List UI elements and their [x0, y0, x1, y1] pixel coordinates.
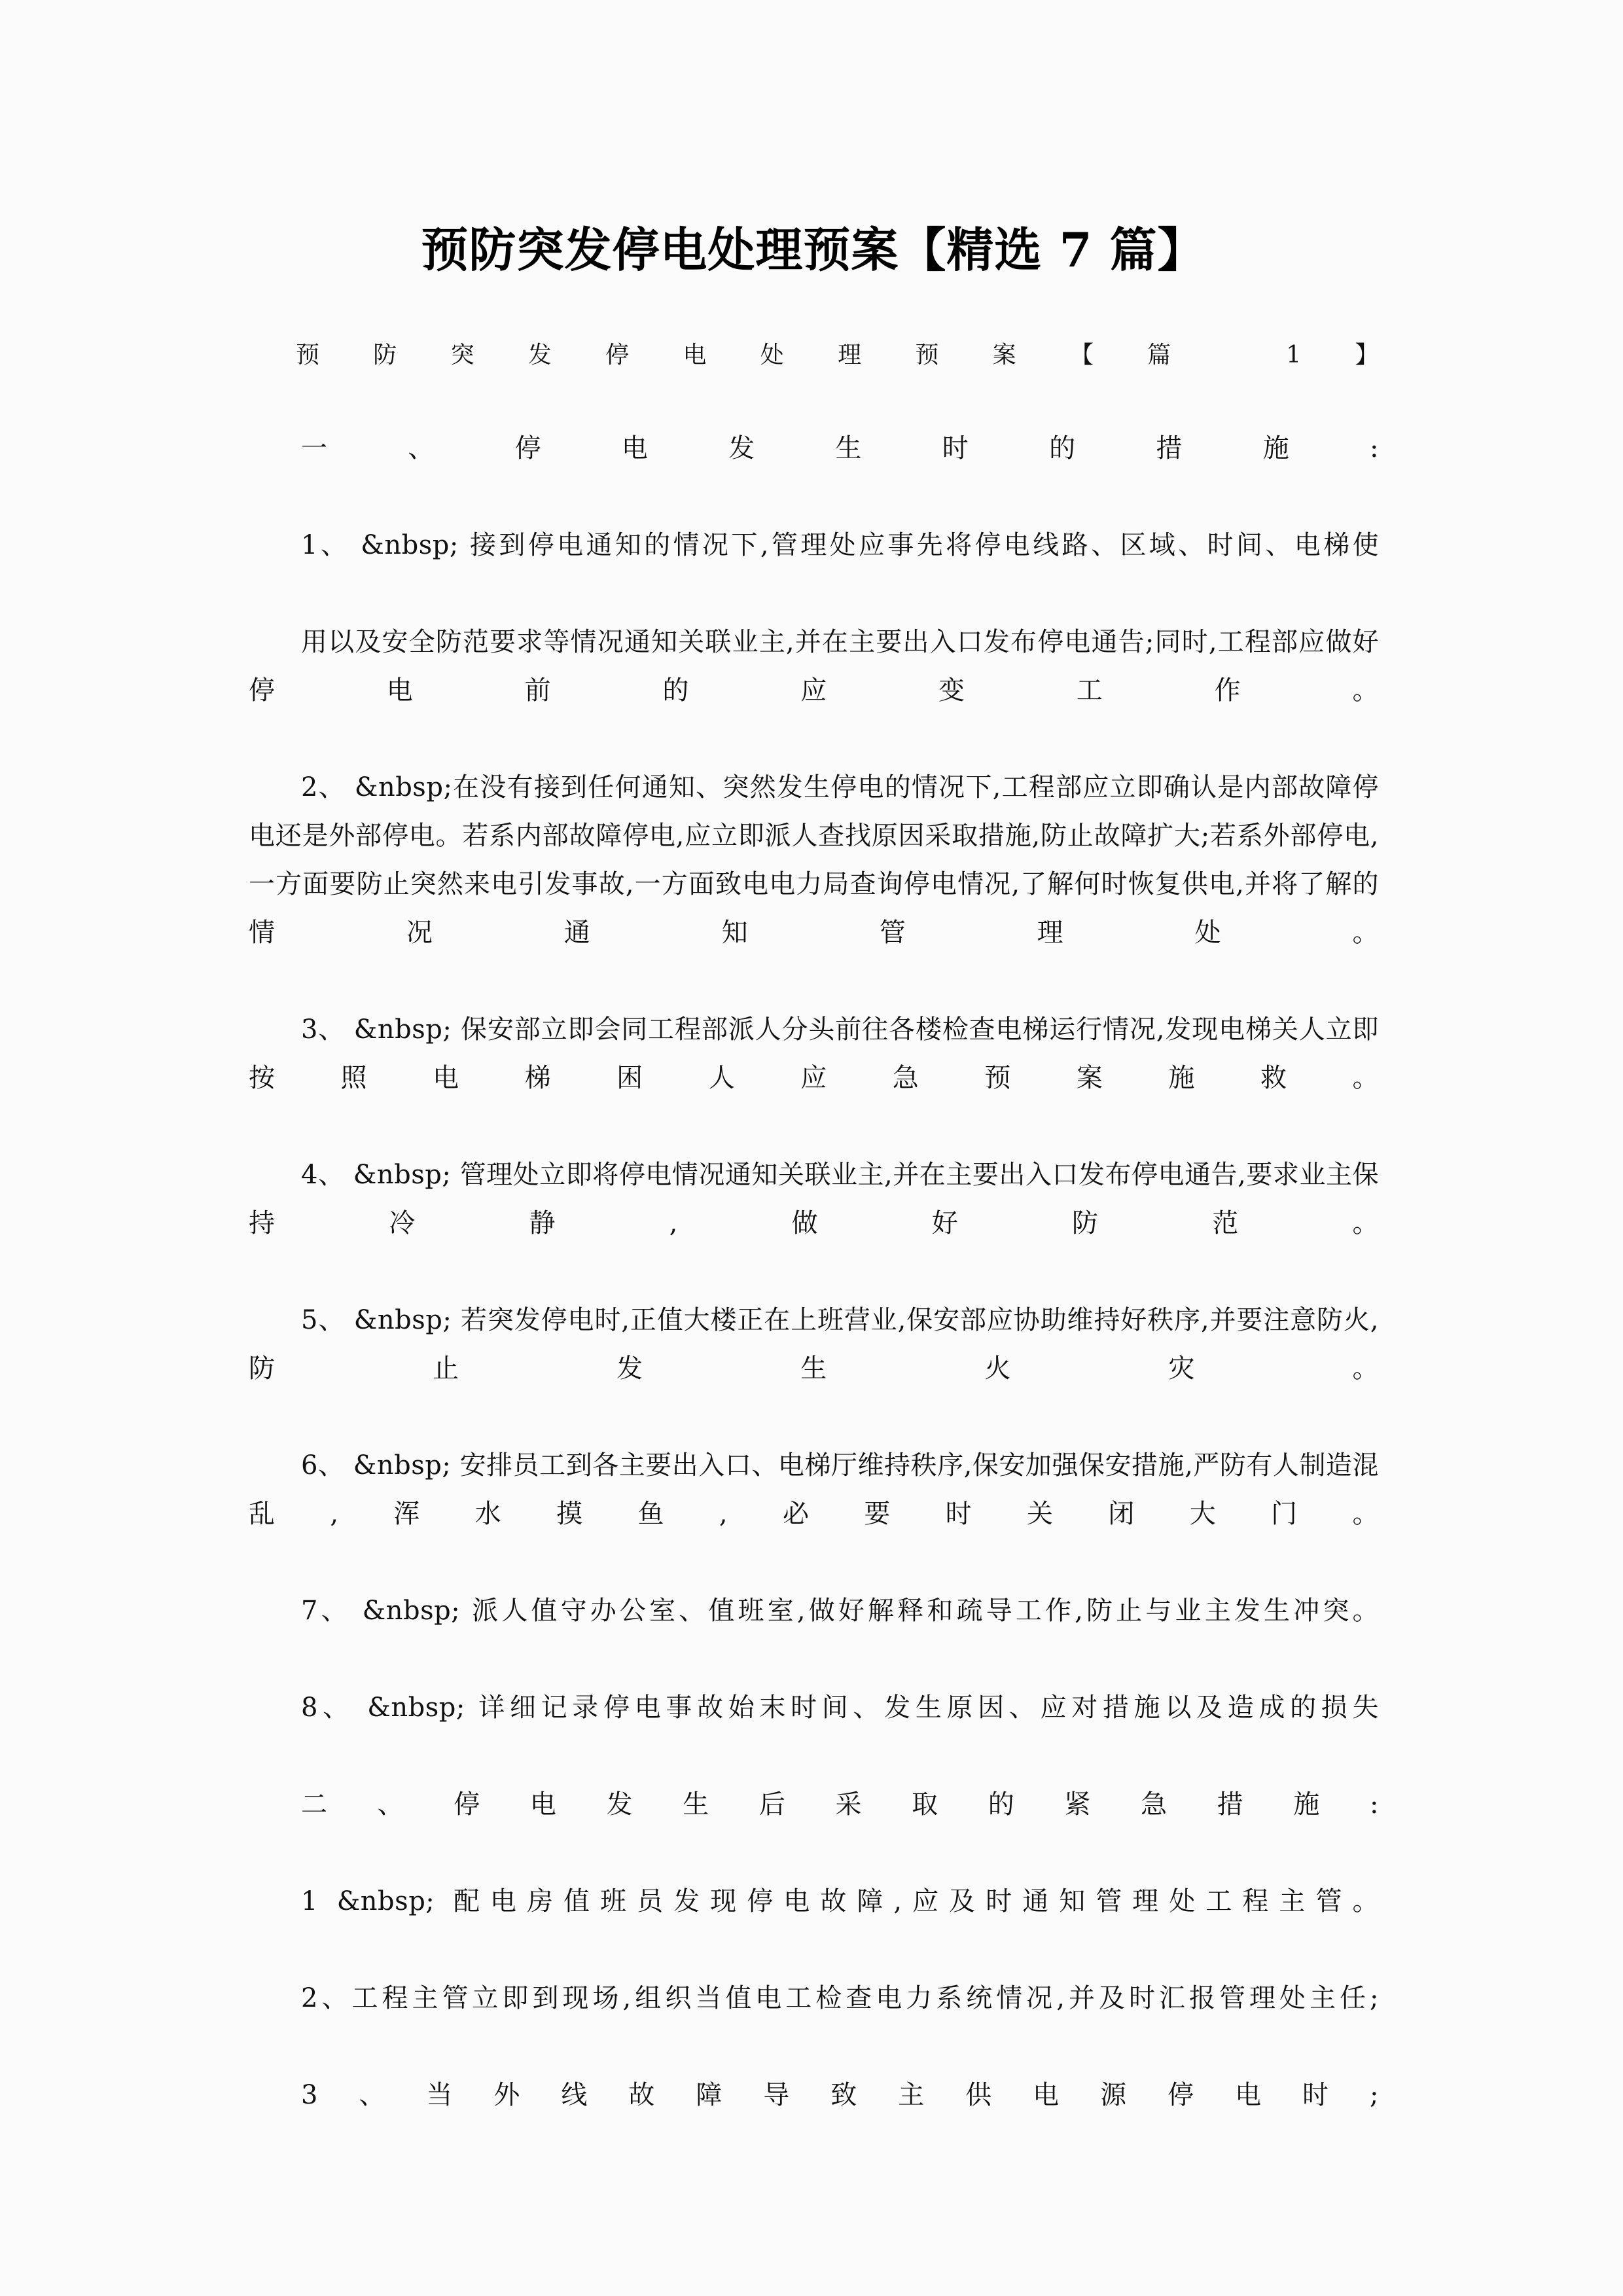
paragraph-item-1: 1、 &nbsp; 接到停电通知的情况下,管理处应事先将停电线路、区域、时间、电梯使 — [301, 530, 1379, 560]
paragraph-post-item-3: 3、当外线故障导致主供电源停电时; — [301, 2080, 1379, 2110]
paragraph-post-item-2: 2、工程主管立即到现场,组织当值电工检查电力系统情况,并及时汇报管理处主任; — [301, 1983, 1379, 2013]
paragraph-item-6: 6、 &nbsp; 安排员工到各主要出入口、电梯厅维持秩序,保安加强保安措施,严防有人制造混乱,浑水摸鱼,必要时关闭大门。 — [249, 1450, 1379, 1529]
paragraph-item-7: 7、 &nbsp; 派人值守办公室、值班室,做好解释和疏导工作,防止与业主发生冲突。 — [301, 1596, 1379, 1626]
paragraph-item-4: 4、 &nbsp; 管理处立即将停电情况通知关联业主,并在主要出入口发布停电通告,要求业主保持冷静,做好防范。 — [249, 1160, 1379, 1238]
paragraph-item-2: 2、 &nbsp;在没有接到任何通知、突然发生停电的情况下,工程部应立即确认是内部故障停电还是外部停电。若系内部故障停电,应立即派人查找原因采取措施,防止故障扩大;若系外部停电,一方面要防止突然来电引发事故,一方面致电电力局查询停电情况,了解何时恢复供电,并将了解的情况通知管理处。 — [249, 772, 1379, 948]
document-body — [249, 332, 1379, 2168]
paragraph-item-8: 8、 &nbsp; 详细记录停电事故始末时间、发生原因、应对措施以及造成的损失 — [301, 1693, 1379, 1723]
paragraph-post-item-1: 1 &nbsp; 配电房值班员发现停电故障,应及时通知管理处工程主管。 — [301, 1886, 1379, 1916]
paragraph-item-3: 3、 &nbsp; 保安部立即会同工程部派人分头前往各楼检查电梯运行情况,发现电梯关人立即按照电梯困人应急预案施救。 — [249, 1014, 1379, 1093]
paragraph-item-5: 5、 &nbsp; 若突发停电时,正值大楼正在上班营业,保安部应协助维持好秩序,并要注意防火,防止发生火灾。 — [249, 1305, 1379, 1384]
paragraph-item-1-cont: 用以及安全防范要求等情况通知关联业主,并在主要出入口发布停电通告;同时,工程部应做好停电前的应变工作。 — [249, 627, 1379, 706]
paragraph-section-heading-2: 二、停电发生后采取的紧急措施: — [301, 1789, 1379, 1820]
paragraph-subtitle-pian-1: 预防突发停电处理预案【篇 1】 — [296, 342, 1379, 368]
page-title: 预防突发停电处理预案【精选 7 篇】 — [421, 222, 1205, 278]
paragraph-section-heading-1: 一、停电发生时的措施: — [301, 433, 1379, 463]
